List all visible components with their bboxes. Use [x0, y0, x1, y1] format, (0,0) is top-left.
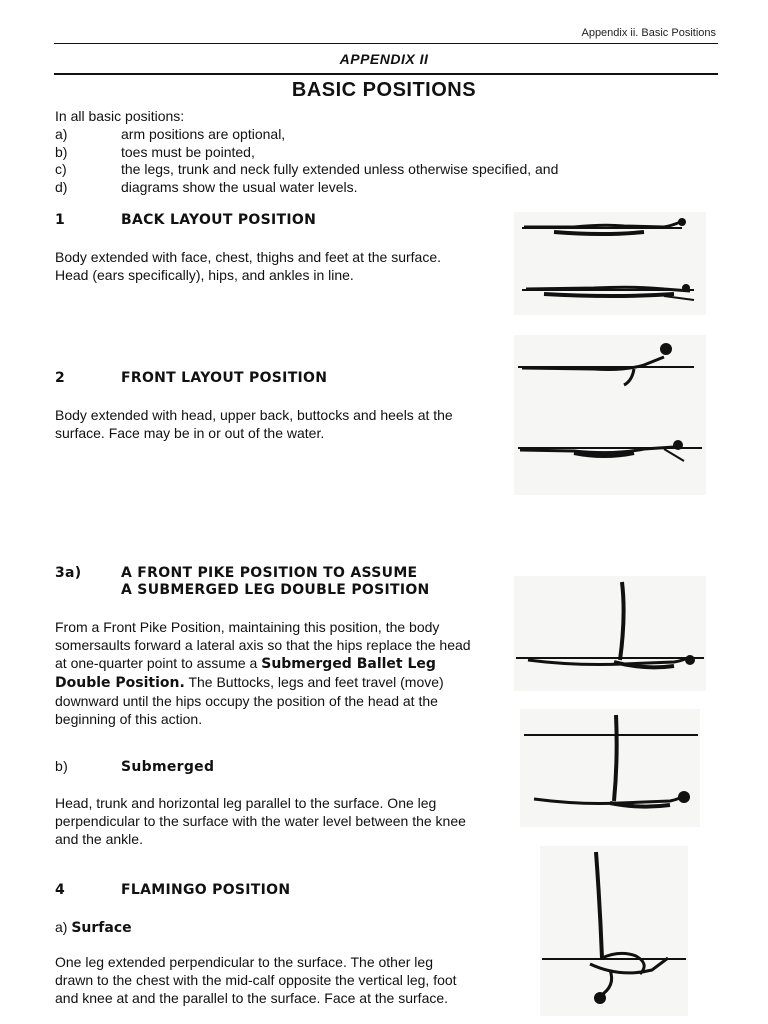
running-head: Appendix ii. Basic Positions	[581, 27, 716, 39]
text-line: Body extended with head, upper back, buttocks and heels at the	[55, 407, 453, 423]
text-line: downward until the hips occupy the position of the head at the	[55, 693, 438, 709]
list-key: d)	[55, 179, 68, 195]
text-line: and knee at and the parallel to the surface. Face at the surface.	[55, 990, 449, 1006]
section-title: A SUBMERGED LEG DOUBLE POSITION	[121, 582, 430, 598]
text-line: and the ankle.	[55, 831, 143, 847]
text-line: From a Front Pike Position, maintaining this position, the body	[55, 619, 440, 635]
text-line: surface. Face may be in or out of the water.	[55, 425, 325, 441]
section-number: b)	[55, 758, 69, 774]
section-title: BACK LAYOUT POSITION	[121, 212, 317, 228]
section-1-text	[55, 248, 500, 284]
section-number: 1	[55, 212, 66, 228]
list-item	[55, 160, 558, 178]
intro-lead: In all basic positions:	[55, 108, 185, 124]
section-number: 3a)	[55, 565, 82, 581]
bold-term: Submerged Ballet Leg	[261, 656, 436, 672]
text-line: perpendicular to the surface with the water level between the knee	[55, 813, 466, 829]
text-line: Head (ears specifically), hips, and ankles in line.	[55, 267, 354, 283]
section-title: FRONT LAYOUT POSITION	[121, 370, 328, 386]
submerged-ballet-figure	[520, 709, 700, 827]
text-line	[55, 654, 505, 673]
front-pike-figure	[514, 576, 706, 691]
section-number: 4	[55, 882, 66, 898]
list-key: c)	[55, 161, 67, 177]
text-line: Head, trunk and horizontal leg parallel to the surface. One leg	[55, 795, 437, 811]
section-3b-text	[55, 794, 505, 848]
text-line: beginning of this action.	[55, 711, 203, 727]
back-layout-figure	[514, 212, 706, 315]
section-2-heading	[55, 370, 327, 386]
section-3b-heading	[55, 758, 214, 775]
section-2-text	[55, 406, 500, 442]
list-text: the legs, trunk and neck fully extended unless otherwise specified, and	[121, 161, 559, 177]
section-title: Submerged	[121, 759, 215, 775]
section-title: A FRONT PIKE POSITION TO ASSUME	[121, 565, 418, 581]
section-3a-text	[55, 618, 505, 728]
list-item	[55, 125, 285, 143]
list-text: arm positions are optional,	[121, 126, 286, 142]
text-line: Body extended with face, chest, thighs and feet at the surface.	[55, 249, 442, 265]
list-text: toes must be pointed,	[121, 144, 255, 160]
list-item	[55, 143, 255, 161]
section-4-heading	[55, 882, 290, 898]
section-number: 2	[55, 370, 66, 386]
section-title: FLAMINGO POSITION	[121, 882, 291, 898]
list-key: b)	[55, 144, 68, 160]
text-line: somersaults forward a lateral axis so that the hips replace the head	[55, 637, 471, 653]
section-3a-heading	[55, 565, 430, 598]
appendix-label: APPENDIX II	[339, 51, 429, 67]
text-line: One leg extended perpendicular to the surface. The other leg	[55, 954, 433, 970]
section-4-subheading	[55, 918, 500, 937]
bold-term: Surface	[71, 920, 132, 936]
text-run: at one-quarter point to assume a	[55, 655, 262, 671]
section-4-text	[55, 953, 500, 1007]
front-layout-figure	[514, 335, 706, 495]
flamingo-figure	[540, 846, 688, 1016]
text-line: drawn to the chest with the mid-calf opposite the vertical leg, foot	[55, 972, 457, 988]
list-item	[55, 178, 358, 196]
text-run: a)	[55, 919, 72, 935]
page-title: BASIC POSITIONS	[291, 79, 477, 101]
header-rule	[54, 43, 718, 44]
list-key: a)	[55, 126, 68, 142]
section-1-heading	[55, 212, 316, 228]
bold-term: Double Position.	[55, 675, 185, 691]
text-line	[55, 673, 505, 692]
title-rule	[54, 73, 718, 75]
list-text: diagrams show the usual water levels.	[121, 179, 358, 195]
text-run: The Buttocks, legs and feet travel (move)	[184, 674, 444, 690]
